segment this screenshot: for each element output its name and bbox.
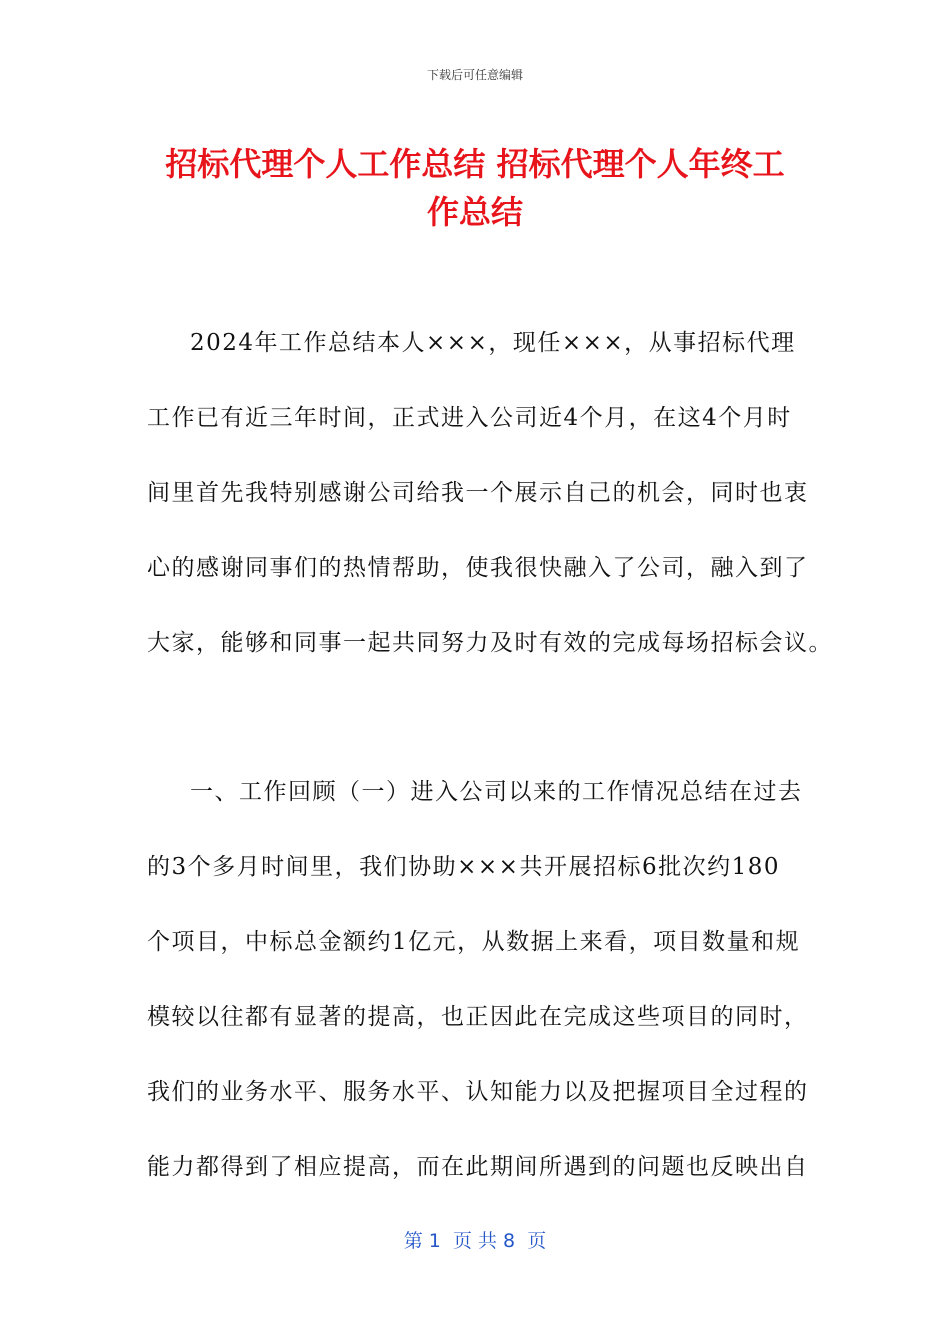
paragraph-line: 2024年工作总结本人×××，现任×××，从事招标代理 <box>190 330 796 356</box>
document-title <box>140 140 810 236</box>
paragraph-line: 间里首先我特别感谢公司给我一个展示自己的机会，同时也衷 <box>147 480 809 506</box>
paragraph-line: 大家，能够和同事一起共同努力及时有效的完成每场招标会议。 <box>147 630 833 656</box>
header-note: 下载后可任意编辑 <box>426 68 523 82</box>
paragraph-line: 一、工作回顾（一）进入公司以来的工作情况总结在过去 <box>190 779 803 805</box>
title-line-1: 招标代理个人工作总结 招标代理个人年终工 <box>165 145 785 183</box>
page-footer: 第 1 页 共 8 页 <box>403 1230 547 1252</box>
paragraph-line: 我们的业务水平、服务水平、认知能力以及把握项目全过程的 <box>147 1079 809 1105</box>
title-line-2: 作总结 <box>426 193 523 231</box>
paragraph-line: 能力都得到了相应提高，而在此期间所遇到的问题也反映出自 <box>147 1154 809 1180</box>
paragraph-line: 心的感谢同事们的热情帮助，使我很快融入了公司，融入到了 <box>147 555 809 581</box>
paragraph-line: 的3个多月时间里，我们协助×××共开展招标6批次约180 <box>147 854 780 880</box>
paragraph-line: 工作已有近三年时间，正式进入公司近4个月，在这4个月时 <box>147 405 792 431</box>
paragraph-line: 个项目，中标总金额约1亿元，从数据上来看，项目数量和规 <box>147 929 801 955</box>
paragraph-line: 模较以往都有显著的提高，也正因此在完成这些项目的同时， <box>147 1004 809 1030</box>
